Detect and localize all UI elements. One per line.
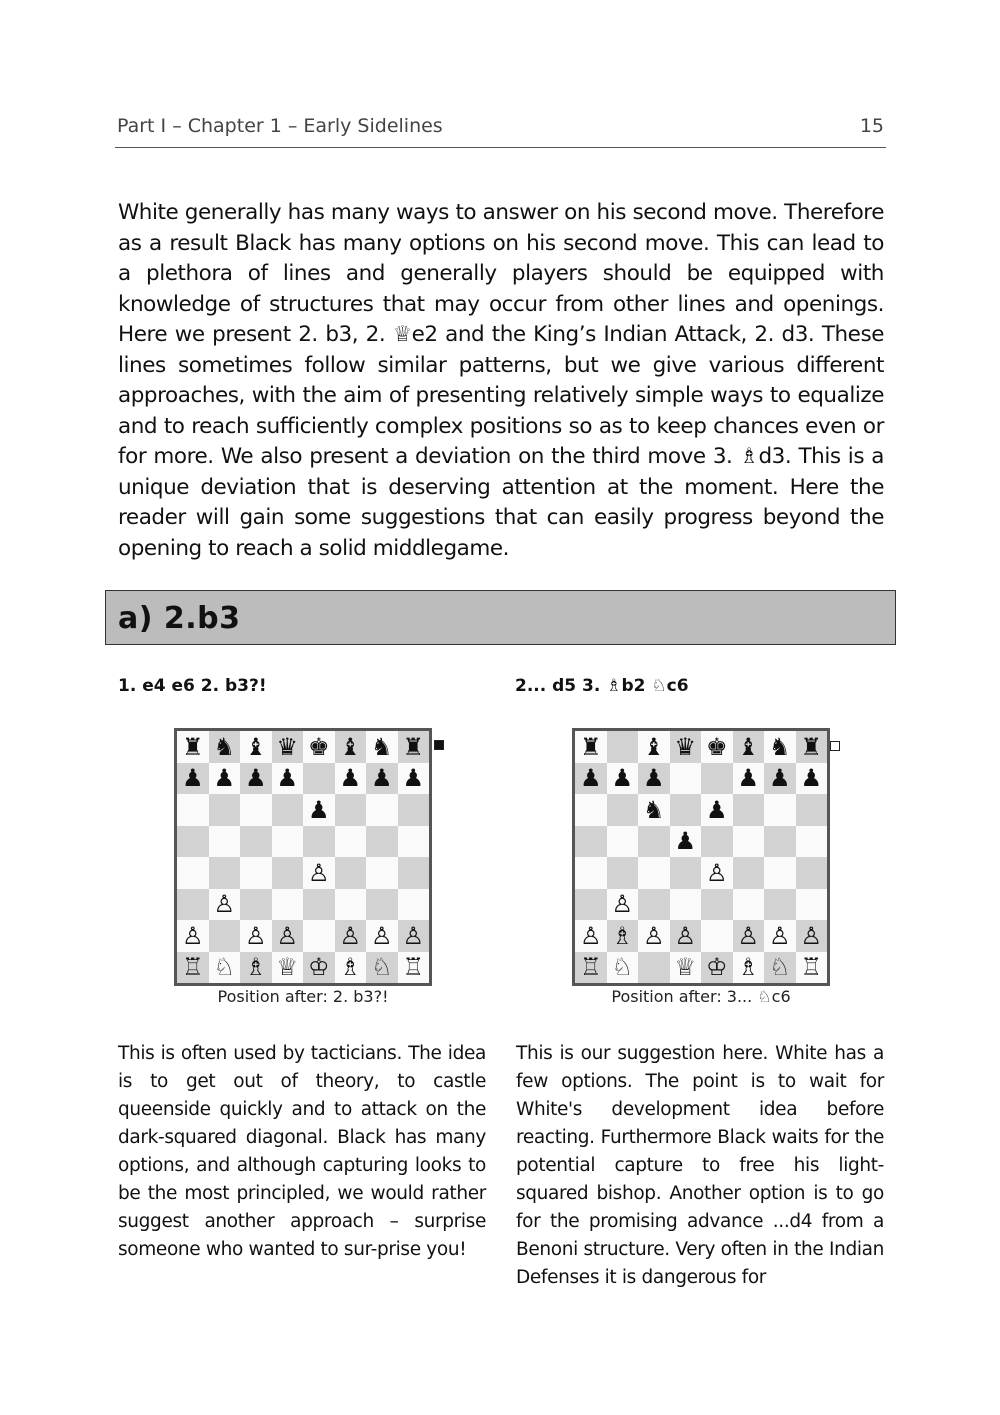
black-pawn-icon: ♟ bbox=[642, 764, 665, 793]
square-h3 bbox=[398, 889, 430, 921]
square-d5 bbox=[670, 826, 702, 858]
square-h1 bbox=[398, 952, 430, 984]
square-h1 bbox=[796, 952, 828, 984]
square-g2 bbox=[764, 920, 796, 952]
square-e5 bbox=[303, 826, 335, 858]
square-f5 bbox=[335, 826, 367, 858]
black-pawn-icon: ♟ bbox=[402, 764, 424, 793]
square-e8 bbox=[303, 731, 335, 763]
square-a4 bbox=[177, 857, 209, 889]
section-title: a) 2.b3 bbox=[118, 601, 241, 636]
square-a2 bbox=[575, 920, 607, 952]
black-pawn-icon: ♟ bbox=[705, 795, 728, 824]
square-h5 bbox=[796, 826, 828, 858]
right-move-heading: 2... d5 3. ♗b2 ♘c6 bbox=[515, 676, 689, 696]
square-b6 bbox=[209, 794, 241, 826]
white-pawn-icon: ♙ bbox=[213, 890, 235, 919]
square-h2 bbox=[796, 920, 828, 952]
black-pawn-icon: ♟ bbox=[579, 764, 602, 793]
square-d1 bbox=[272, 952, 304, 984]
right-diagram-caption: Position after: 3... ♘c6 bbox=[611, 987, 791, 1006]
square-d2 bbox=[272, 920, 304, 952]
white-pawn-icon: ♙ bbox=[642, 921, 665, 950]
square-d8 bbox=[272, 731, 304, 763]
square-h6 bbox=[796, 794, 828, 826]
square-g3 bbox=[764, 889, 796, 921]
white-rook-icon: ♖ bbox=[579, 953, 602, 982]
white-pawn-icon: ♙ bbox=[181, 921, 204, 950]
chess-board-left bbox=[174, 728, 432, 986]
black-pawn-icon: ♟ bbox=[276, 764, 298, 793]
square-b7 bbox=[209, 763, 241, 795]
square-h7 bbox=[796, 763, 828, 795]
square-e6 bbox=[701, 794, 733, 826]
black-rook-icon: ♜ bbox=[800, 732, 822, 761]
square-c5 bbox=[638, 826, 670, 858]
square-b4 bbox=[607, 857, 639, 889]
white-pawn-icon: ♙ bbox=[737, 921, 759, 950]
black-pawn-icon: ♟ bbox=[800, 764, 822, 793]
square-d6 bbox=[670, 794, 702, 826]
right-paragraph: This is our suggestion here. White has a few options. The point is to wait for White's development idea before reacting. Furthermore Black waits for the potential capture to free his light-squared bishop. Another option is to go for the promising advance ...d4 from a Benoni structure. Very often in the Indian Defenses it is dangerous for bbox=[516, 1043, 884, 1288]
square-b8 bbox=[209, 731, 241, 763]
section-heading-bar bbox=[105, 590, 896, 645]
square-d3 bbox=[670, 889, 702, 921]
black-pawn-icon: ♟ bbox=[768, 764, 791, 793]
square-f6 bbox=[733, 794, 765, 826]
square-f2 bbox=[733, 920, 765, 952]
square-c3 bbox=[638, 889, 670, 921]
white-pawn-icon: ♙ bbox=[611, 890, 633, 919]
square-a4 bbox=[575, 857, 607, 889]
square-a7 bbox=[177, 763, 209, 795]
intro-paragraph bbox=[118, 198, 884, 564]
square-g3 bbox=[366, 889, 398, 921]
square-f8 bbox=[335, 731, 367, 763]
square-g8 bbox=[366, 731, 398, 763]
square-d6 bbox=[272, 794, 304, 826]
white-pawn-icon: ♙ bbox=[244, 921, 267, 950]
square-e2 bbox=[303, 920, 335, 952]
square-b2 bbox=[607, 920, 639, 952]
black-pawn-icon: ♟ bbox=[181, 764, 204, 793]
running-header bbox=[115, 113, 886, 148]
black-pawn-icon: ♟ bbox=[213, 764, 235, 793]
square-a6 bbox=[575, 794, 607, 826]
square-a7 bbox=[575, 763, 607, 795]
black-pawn-icon: ♟ bbox=[611, 764, 633, 793]
square-a1 bbox=[575, 952, 607, 984]
square-g7 bbox=[764, 763, 796, 795]
square-c8 bbox=[240, 731, 272, 763]
black-pawn-icon: ♟ bbox=[674, 827, 696, 856]
square-h6 bbox=[398, 794, 430, 826]
square-g4 bbox=[764, 857, 796, 889]
square-d3 bbox=[272, 889, 304, 921]
intro-text: White generally has many ways to answer on his second move. Therefore as a result Black has many options on his second move. This can lead to a plethora of lines and generally players should be equipped with knowledge of structures that may occur from other lines and openings. Here we present 2. b3, 2. ♕e2 and the King’s Indian Attack, 2. d3. These lines sometimes follow similar patterns, but we give various different approaches, with the aim of presenting relatively simple ways to equalize and to reach sufficiently complex positions so as to keep chances even or for more. We also present a deviation on the third move 3. ♗d3. This is a unique deviation that is deserving attention at the moment. Here the reader will gain some suggestions that can easily progress beyond the opening to reach a solid middlegame. bbox=[118, 200, 884, 561]
white-pawn-icon: ♙ bbox=[307, 858, 330, 887]
page-number: 15 bbox=[859, 115, 884, 137]
square-c6 bbox=[240, 794, 272, 826]
white-pawn-icon: ♙ bbox=[768, 921, 791, 950]
white-pawn-icon: ♙ bbox=[276, 921, 298, 950]
square-e8 bbox=[701, 731, 733, 763]
square-c6 bbox=[638, 794, 670, 826]
square-c1 bbox=[638, 952, 670, 984]
square-a3 bbox=[177, 889, 209, 921]
square-d1 bbox=[670, 952, 702, 984]
black-king-icon: ♚ bbox=[705, 732, 728, 761]
square-g4 bbox=[366, 857, 398, 889]
square-a5 bbox=[575, 826, 607, 858]
black-to-move-indicator bbox=[434, 740, 444, 750]
square-e4 bbox=[303, 857, 335, 889]
square-a6 bbox=[177, 794, 209, 826]
square-f8 bbox=[733, 731, 765, 763]
square-e7 bbox=[701, 763, 733, 795]
black-bishop-icon: ♝ bbox=[339, 732, 361, 761]
square-d4 bbox=[272, 857, 304, 889]
square-d4 bbox=[670, 857, 702, 889]
square-b2 bbox=[209, 920, 241, 952]
square-e3 bbox=[303, 889, 335, 921]
black-bishop-icon: ♝ bbox=[737, 732, 759, 761]
square-f2 bbox=[335, 920, 367, 952]
square-g1 bbox=[366, 952, 398, 984]
square-f1 bbox=[335, 952, 367, 984]
black-rook-icon: ♜ bbox=[181, 732, 204, 761]
square-e1 bbox=[701, 952, 733, 984]
black-knight-icon: ♞ bbox=[768, 732, 791, 761]
square-c4 bbox=[638, 857, 670, 889]
black-queen-icon: ♛ bbox=[674, 732, 696, 761]
black-knight-icon: ♞ bbox=[213, 732, 235, 761]
square-e6 bbox=[303, 794, 335, 826]
square-b1 bbox=[209, 952, 241, 984]
square-c2 bbox=[240, 920, 272, 952]
square-h2 bbox=[398, 920, 430, 952]
white-pawn-icon: ♙ bbox=[402, 921, 424, 950]
square-a5 bbox=[177, 826, 209, 858]
white-pawn-icon: ♙ bbox=[705, 858, 728, 887]
black-pawn-icon: ♟ bbox=[370, 764, 393, 793]
square-e7 bbox=[303, 763, 335, 795]
chapter-title: Part I – Chapter 1 – Early Sidelines bbox=[117, 115, 443, 137]
square-g5 bbox=[764, 826, 796, 858]
square-d8 bbox=[670, 731, 702, 763]
square-f1 bbox=[733, 952, 765, 984]
black-knight-icon: ♞ bbox=[642, 795, 665, 824]
square-g6 bbox=[366, 794, 398, 826]
white-pawn-icon: ♙ bbox=[674, 921, 696, 950]
square-a8 bbox=[177, 731, 209, 763]
square-h4 bbox=[398, 857, 430, 889]
square-c8 bbox=[638, 731, 670, 763]
white-knight-icon: ♘ bbox=[213, 953, 235, 982]
square-g5 bbox=[366, 826, 398, 858]
square-d7 bbox=[670, 763, 702, 795]
square-f3 bbox=[733, 889, 765, 921]
white-rook-icon: ♖ bbox=[800, 953, 822, 982]
square-g7 bbox=[366, 763, 398, 795]
white-bishop-icon: ♗ bbox=[339, 953, 361, 982]
square-f6 bbox=[335, 794, 367, 826]
black-rook-icon: ♜ bbox=[579, 732, 602, 761]
square-f4 bbox=[335, 857, 367, 889]
square-b1 bbox=[607, 952, 639, 984]
white-bishop-icon: ♗ bbox=[244, 953, 267, 982]
square-f7 bbox=[335, 763, 367, 795]
square-g8 bbox=[764, 731, 796, 763]
square-a1 bbox=[177, 952, 209, 984]
square-b5 bbox=[607, 826, 639, 858]
white-bishop-icon: ♗ bbox=[611, 921, 633, 950]
square-c7 bbox=[240, 763, 272, 795]
right-column-text bbox=[516, 1040, 884, 1292]
square-c4 bbox=[240, 857, 272, 889]
black-bishop-icon: ♝ bbox=[244, 732, 267, 761]
square-b8 bbox=[607, 731, 639, 763]
square-h3 bbox=[796, 889, 828, 921]
square-c7 bbox=[638, 763, 670, 795]
white-pawn-icon: ♙ bbox=[579, 921, 602, 950]
white-queen-icon: ♕ bbox=[674, 953, 696, 982]
white-knight-icon: ♘ bbox=[611, 953, 633, 982]
square-h8 bbox=[398, 731, 430, 763]
white-to-move-indicator bbox=[830, 741, 840, 751]
square-b4 bbox=[209, 857, 241, 889]
square-f5 bbox=[733, 826, 765, 858]
square-b3 bbox=[209, 889, 241, 921]
white-knight-icon: ♘ bbox=[370, 953, 393, 982]
white-rook-icon: ♖ bbox=[402, 953, 424, 982]
white-pawn-icon: ♙ bbox=[800, 921, 822, 950]
square-c2 bbox=[638, 920, 670, 952]
white-pawn-icon: ♙ bbox=[370, 921, 393, 950]
black-pawn-icon: ♟ bbox=[339, 764, 361, 793]
white-pawn-icon: ♙ bbox=[339, 921, 361, 950]
black-king-icon: ♚ bbox=[307, 732, 330, 761]
black-bishop-icon: ♝ bbox=[642, 732, 665, 761]
left-diagram-caption: Position after: 2. b3?! bbox=[217, 987, 389, 1006]
square-e1 bbox=[303, 952, 335, 984]
square-d5 bbox=[272, 826, 304, 858]
black-knight-icon: ♞ bbox=[370, 732, 393, 761]
square-d7 bbox=[272, 763, 304, 795]
square-g2 bbox=[366, 920, 398, 952]
square-e4 bbox=[701, 857, 733, 889]
black-queen-icon: ♛ bbox=[276, 732, 298, 761]
chess-board-right bbox=[572, 728, 830, 986]
white-king-icon: ♔ bbox=[705, 953, 728, 982]
left-move-heading: 1. e4 e6 2. b3?! bbox=[118, 676, 267, 696]
white-rook-icon: ♖ bbox=[181, 953, 204, 982]
black-pawn-icon: ♟ bbox=[307, 795, 330, 824]
square-h4 bbox=[796, 857, 828, 889]
square-g1 bbox=[764, 952, 796, 984]
black-pawn-icon: ♟ bbox=[244, 764, 267, 793]
white-king-icon: ♔ bbox=[307, 953, 330, 982]
square-g6 bbox=[764, 794, 796, 826]
white-queen-icon: ♕ bbox=[276, 953, 298, 982]
left-column-text bbox=[118, 1040, 486, 1264]
square-b3 bbox=[607, 889, 639, 921]
square-f4 bbox=[733, 857, 765, 889]
square-c3 bbox=[240, 889, 272, 921]
square-a8 bbox=[575, 731, 607, 763]
square-h5 bbox=[398, 826, 430, 858]
square-b7 bbox=[607, 763, 639, 795]
square-a2 bbox=[177, 920, 209, 952]
square-e2 bbox=[701, 920, 733, 952]
square-h7 bbox=[398, 763, 430, 795]
square-h8 bbox=[796, 731, 828, 763]
square-d2 bbox=[670, 920, 702, 952]
square-b5 bbox=[209, 826, 241, 858]
left-paragraph: This is often used by tacticians. The idea is to get out of theory, to castle queenside quickly and to attack on the dark-squared diagonal. Black has many options, and although capturing looks to be the most principled, we would rather suggest another approach – surprise someone who wanted to sur-prise you! bbox=[118, 1043, 486, 1260]
white-bishop-icon: ♗ bbox=[737, 953, 759, 982]
square-c1 bbox=[240, 952, 272, 984]
square-a3 bbox=[575, 889, 607, 921]
black-rook-icon: ♜ bbox=[402, 732, 424, 761]
white-knight-icon: ♘ bbox=[768, 953, 791, 982]
square-f7 bbox=[733, 763, 765, 795]
square-e3 bbox=[701, 889, 733, 921]
square-c5 bbox=[240, 826, 272, 858]
square-e5 bbox=[701, 826, 733, 858]
square-f3 bbox=[335, 889, 367, 921]
square-b6 bbox=[607, 794, 639, 826]
black-pawn-icon: ♟ bbox=[737, 764, 759, 793]
